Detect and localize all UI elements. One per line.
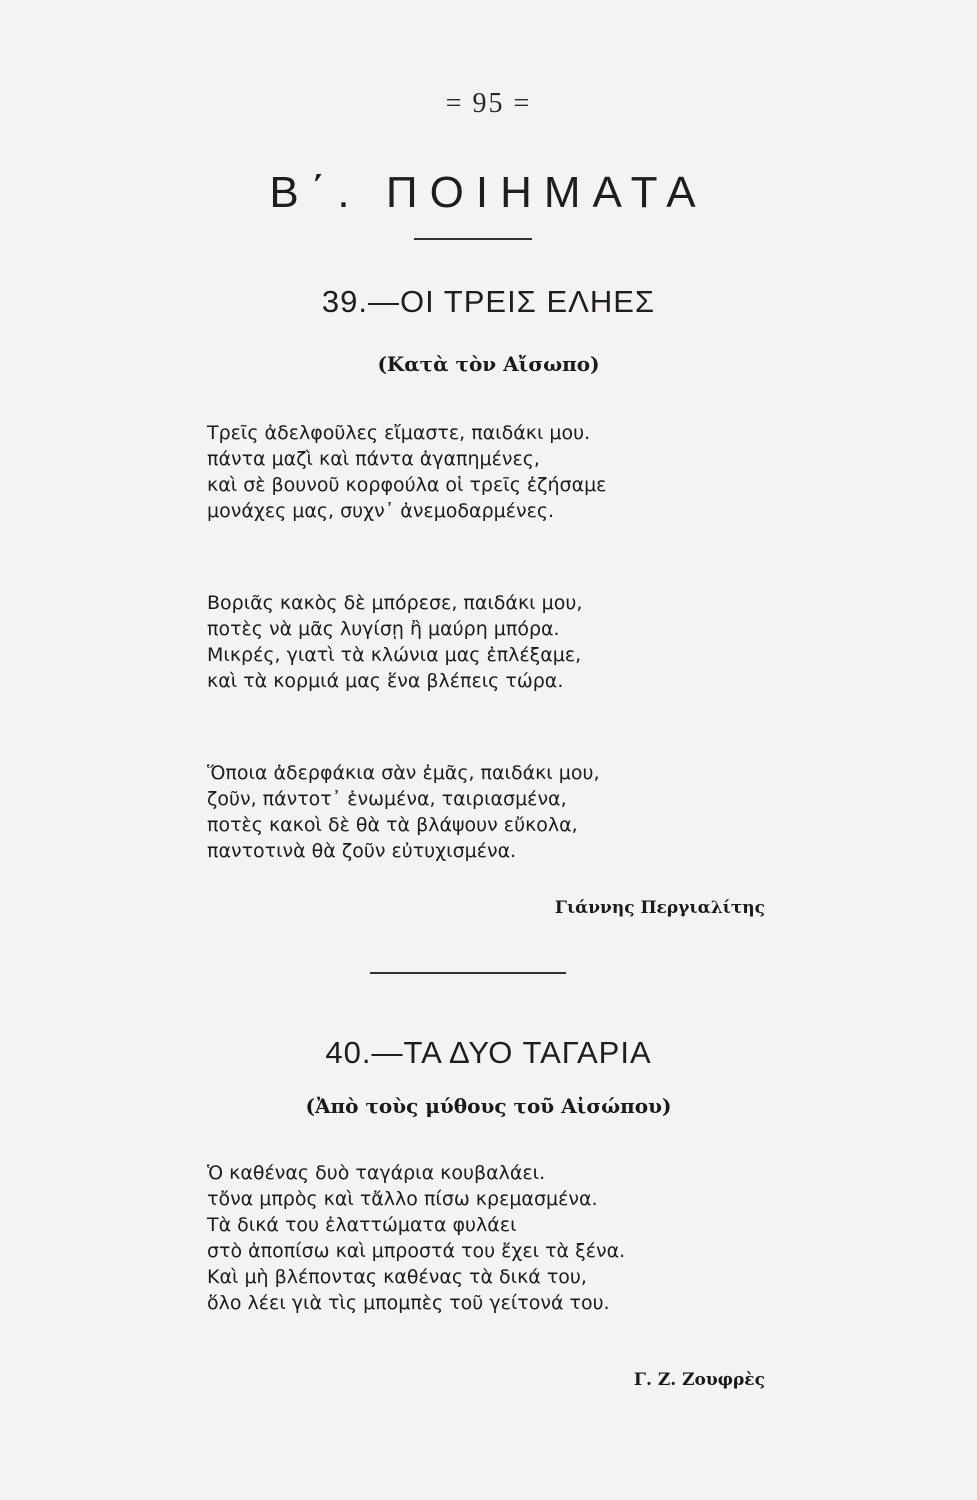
poem-line: πάντα μαζὶ καὶ πάντα ἀγαπημένες,: [207, 448, 540, 470]
section-divider: [370, 972, 566, 974]
poem2-author: Γ. Ζ. Ζουφρὲς: [633, 1370, 765, 1390]
poem-line: Τὰ δικά του ἐλαττώματα φυλάει: [207, 1214, 517, 1236]
poem-line: καὶ τὰ κορμιά μας ἕνα βλέπεις τώρα.: [207, 670, 564, 692]
poem-line: Ὁ καθένας δυὸ ταγάρια κουβαλάει.: [207, 1162, 546, 1184]
poem-line: Τρεῖς ἀδελφοῦλες εἴμαστε, παιδάκι μου.: [207, 422, 591, 444]
poem2-stanza-1: [207, 1160, 807, 1316]
section-title: Β΄. ΠΟΙΗΜΑΤΑ: [269, 168, 708, 217]
poem-line: παντοτινὰ θὰ ζοῦν εὐτυχισμένα.: [207, 840, 517, 862]
poem1-author: Γιάννης Περγιαλίτης: [554, 898, 765, 918]
poem1-stanza-2: [207, 590, 807, 694]
poem-line: Μικρές, γιατὶ τὰ κλώνια μας ἐπλέξαμε,: [207, 644, 582, 666]
poem-line: Ὅποια ἀδερφάκια σὰν ἐμᾶς, παιδάκι μου,: [207, 762, 600, 784]
poem1-subtitle: (Κατὰ τὸν Αἴσωπο): [377, 352, 600, 376]
poem-line: ποτὲς κακοὶ δὲ θὰ τὰ βλάψουν εὔκολα,: [207, 814, 578, 836]
poem1-stanza-3: [207, 760, 807, 864]
poem-line: ζοῦν, πάντοτ᾿ ἑνωμένα, ταιριασμένα,: [207, 788, 567, 810]
poem-line: Βοριᾶς κακὸς δὲ μπόρεσε, παιδάκι μου,: [207, 592, 583, 614]
poem-line: τὄνα μπρὸς καὶ τἄλλο πίσω κρεμασμένα.: [207, 1188, 598, 1210]
poem-line: καὶ σὲ βουνοῦ κορφούλα οἱ τρεῖς ἐζήσαμε: [207, 474, 607, 496]
page-number: = 95 =: [445, 88, 532, 119]
poem-line: στὸ ἀποπίσω καὶ μπροστά του ἔχει τὰ ξένα.: [207, 1240, 626, 1262]
poem1-title: 39.—ΟΙ ΤΡΕΙΣ ΕΛΗΕΣ: [321, 284, 656, 319]
poem2-title: 40.—ΤΑ ΔΥΟ ΤΑΓΑΡΙΑ: [325, 1035, 652, 1070]
poem-line: ποτὲς νὰ μᾶς λυγίσῃ ἢ μαύρη μπόρα.: [207, 618, 560, 640]
poem1-stanza-1: [207, 420, 807, 524]
poem-line: Καὶ μὴ βλέποντας καθένας τὰ δικά του,: [207, 1266, 587, 1288]
poem2-subtitle: (Ἀπὸ τοὺς μύθους τοῦ Αἰσώπου): [305, 1094, 672, 1118]
title-underline: [414, 238, 532, 240]
poem-line: μονάχες μας, συχν᾿ ἀνεμοδαρμένες.: [207, 500, 555, 522]
poem-line: ὅλο λέει γιὰ τὶς μπομπὲς τοῦ γείτονά του.: [207, 1292, 610, 1314]
